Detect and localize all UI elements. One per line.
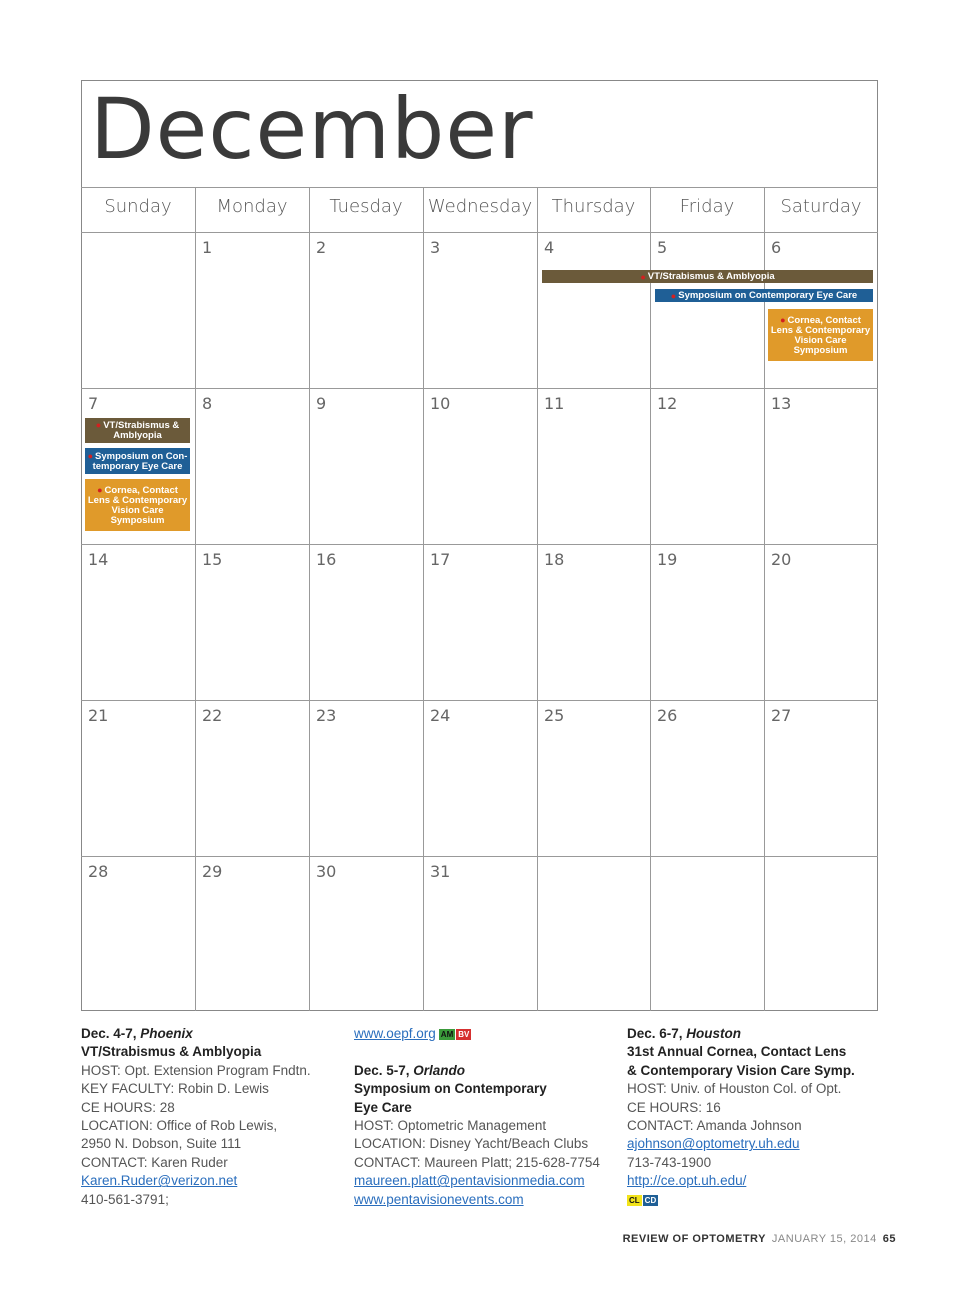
page-number: 65 [882,1233,896,1245]
day-number[interactable]: 14 [88,550,109,569]
email-link[interactable]: ajohnson@optometry.uh.edu [627,1136,800,1152]
day-number[interactable]: 8 [202,394,213,413]
bullet-icon: ● [780,314,786,325]
listing-city: Houston [686,1026,742,1041]
listing-host: HOST: Opt. Extension Program Fndtn. [81,1062,311,1078]
listing-date: Dec. 5-7, [354,1062,410,1078]
listing-host: HOST: Univ. of Houston Col. of Opt. [627,1081,842,1097]
grid-line [81,544,878,545]
listing-orlando [354,1025,616,1209]
event-label: VT/Strabismus & Amblyopia [647,270,775,282]
day-header-sunday: Sunday [104,196,172,217]
bullet-icon: ● [640,271,646,282]
listing-title: & Contemporary Vision Care Symp. [627,1062,855,1078]
listing-title: Symposium on Contemporary [354,1081,547,1097]
day-number[interactable]: 27 [771,706,792,725]
day-number[interactable]: 11 [544,394,565,413]
day-number[interactable]: 31 [430,862,451,881]
event-symposium[interactable] [85,448,190,474]
listing-phoenix [81,1025,341,1209]
event-cornea[interactable] [768,309,873,361]
grid-line [81,388,878,389]
day-header-monday: Monday [216,196,288,217]
day-header-friday: Friday [679,196,735,217]
listing-city: Orlando [413,1062,466,1078]
bullet-icon: ● [97,484,103,495]
listing-phone: 410-561-3791; [81,1191,169,1207]
day-number[interactable]: 20 [771,550,792,569]
day-header-saturday: Saturday [780,196,862,217]
publication-name: REVIEW OF OPTOMETRY [622,1233,766,1245]
day-number[interactable]: 30 [316,862,337,881]
day-number[interactable]: 26 [657,706,678,725]
day-number[interactable]: 15 [202,550,223,569]
listing-contact: CONTACT: Maureen Platt; 215-628-7754 [354,1154,600,1170]
day-number[interactable]: 3 [430,238,441,257]
listing-contact: CONTACT: Karen Ruder [81,1154,228,1170]
event-label: Cornea, Contact Lens & Contemporary Vision Care Symposium [87,484,188,526]
event-label: Symposium on Contemporary Eye Care [678,289,858,301]
listing-ce-hours: CE HOURS: 16 [627,1099,721,1115]
grid-line [650,187,651,1011]
event-vt-strabismus[interactable] [542,270,873,283]
event-vt-strabismus[interactable] [85,418,190,443]
event-label: Symposium on Con-temporary Eye Care [92,450,188,472]
listing-title: VT/Strabismus & Amblyopia [81,1044,262,1060]
month-title: December [90,80,534,178]
day-number[interactable]: 18 [544,550,565,569]
listing-title: 31st Annual Cornea, Contact Lens [627,1044,847,1060]
grid-line [764,187,765,1011]
listing-contact: CONTACT: Amanda Johnson [627,1118,802,1134]
day-header-wednesday: Wednesday [427,196,533,217]
listing-city: Phoenix [140,1026,193,1041]
day-number[interactable]: 25 [544,706,565,725]
category-badge: CD [644,1195,657,1205]
day-number[interactable]: 28 [88,862,109,881]
listing-title: Eye Care [354,1099,412,1115]
grid-line [81,856,878,857]
grid-line [423,187,424,1011]
day-number[interactable]: 21 [88,706,109,725]
category-badge: CL [629,1195,640,1205]
listing-date: Dec. 6-7, [627,1026,683,1041]
category-badge: BV [458,1030,470,1039]
listing-faculty: KEY FACULTY: Robin D. Lewis [81,1081,269,1097]
day-number[interactable]: 12 [657,394,678,413]
day-number[interactable]: 4 [544,238,555,257]
day-number[interactable]: 22 [202,706,223,725]
listing-host: HOST: Optometric Management [354,1118,547,1134]
day-number[interactable]: 24 [430,706,451,725]
grid-line [81,187,878,188]
event-cornea[interactable] [85,479,190,531]
listing-date: Dec. 4-7, [81,1026,137,1041]
website-link[interactable]: http://ce.opt.uh.edu/ [627,1173,747,1189]
day-number[interactable]: 9 [316,394,327,413]
grid-line [81,232,878,233]
day-header-tuesday: Tuesday [329,196,403,217]
email-link[interactable]: Karen.Ruder@verizon.net [81,1173,238,1189]
listing-ce-hours: CE HOURS: 28 [81,1099,175,1115]
bullet-icon: ● [670,290,677,301]
listing-houston [627,1025,887,1209]
bullet-icon: ● [87,450,94,461]
day-number[interactable]: 19 [657,550,678,569]
listing-address: 2950 N. Dobson, Suite 111 [81,1136,242,1152]
email-link[interactable]: maureen.platt@pentavisionmedia.com [354,1173,585,1189]
day-number[interactable]: 5 [657,238,668,257]
issue-date: JANUARY 15, 2014 [771,1233,877,1245]
day-header-thursday: Thursday [551,196,636,217]
grid-line [195,187,196,1011]
day-number[interactable]: 6 [771,238,782,257]
event-label: VT/Strabismus & Amblyopia [103,420,180,441]
day-number[interactable]: 23 [316,706,337,725]
website-link[interactable]: www.pentavisionevents.com [354,1191,524,1207]
grid-line [81,700,878,701]
event-symposium[interactable] [655,289,873,302]
day-number[interactable]: 7 [88,394,99,413]
bullet-icon: ● [95,420,102,430]
page-footer [623,1233,896,1245]
listing-phone: 713-743-1900 [627,1154,712,1170]
day-number[interactable]: 13 [771,394,792,413]
day-number[interactable]: 29 [202,862,223,881]
event-label: Cornea, Contact Lens & Contemporary Vision Care Symposium [770,314,871,356]
day-number[interactable]: 10 [430,394,451,413]
category-badge: AM [440,1030,454,1039]
day-number[interactable]: 16 [316,550,337,569]
grid-line [537,187,538,1011]
day-number[interactable]: 1 [202,238,213,257]
day-number[interactable]: 2 [316,238,327,257]
listing-location: LOCATION: Disney Yacht/Beach Clubs [354,1136,589,1152]
grid-line [309,187,310,1011]
website-link[interactable]: www.oepf.org [354,1026,436,1041]
listing-location: LOCATION: Office of Rob Lewis, [81,1118,278,1134]
day-number[interactable]: 17 [430,550,451,569]
